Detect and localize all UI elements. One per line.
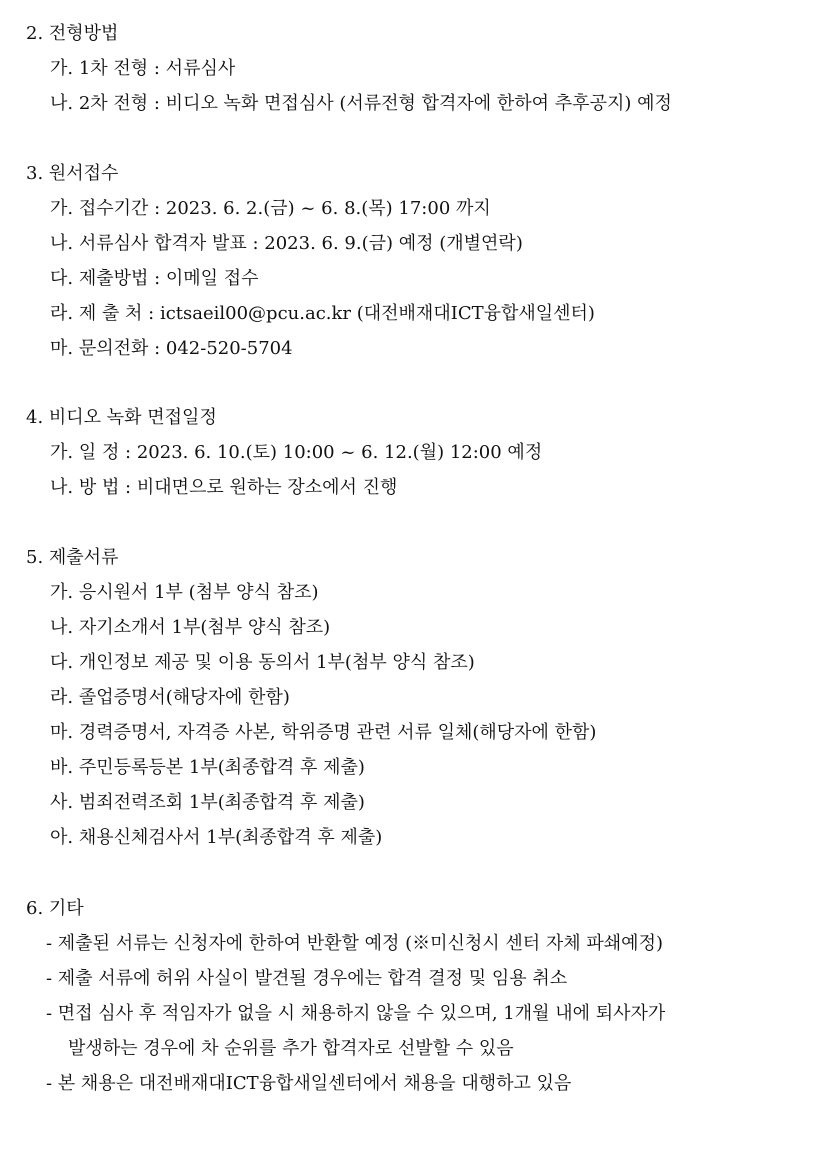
bullet-item: - 면접 심사 후 적임자가 없을 시 채용하지 않을 수 있으며, 1개월 내에 퇴사자가 [46, 1003, 666, 1024]
list-item: 나. 서류심사 합격자 발표 : 2023. 6. 9.(금) 예정 (개별연락) [50, 233, 523, 254]
list-item: 바. 주민등록등본 1부(최종합격 후 제출) [50, 757, 365, 778]
bullet-item: - 제출 서류에 허위 사실이 발견될 경우에는 합격 결정 및 임용 취소 [46, 968, 568, 989]
list-item: 라. 졸업증명서(해당자에 한함) [50, 687, 290, 708]
section-heading-interview-schedule: 4. 비디오 녹화 면접일정 [26, 407, 217, 428]
bullet-item: - 본 채용은 대전배재대ICT융합새일센터에서 채용을 대행하고 있음 [46, 1073, 572, 1094]
list-item: 마. 경력증명서, 자격증 사본, 학위증명 관련 서류 일체(해당자에 한함) [50, 722, 597, 743]
list-item: 아. 채용신체검사서 1부(최종합격 후 제출) [50, 827, 383, 848]
list-item: 나. 방 법 : 비대면으로 원하는 장소에서 진행 [50, 477, 398, 498]
list-item: 가. 일 정 : 2023. 6. 10.(토) 10:00 ~ 6. 12.(월) 12:00 예정 [50, 442, 543, 463]
list-item: 가. 응시원서 1부 (첨부 양식 참조) [50, 582, 319, 603]
list-item: 가. 접수기간 : 2023. 6. 2.(금) ~ 6. 8.(목) 17:00 까지 [50, 198, 491, 219]
list-item: 다. 개인정보 제공 및 이용 동의서 1부(첨부 양식 참조) [50, 652, 475, 673]
list-item: 나. 자기소개서 1부(첨부 양식 참조) [50, 617, 331, 638]
section-heading-application: 3. 원서접수 [26, 163, 119, 184]
bullet-item: - 제출된 서류는 신청자에 한하여 반환할 예정 (※미신청시 센터 자체 파쇄예정) [46, 933, 663, 954]
list-item: 라. 제 출 처 : ictsaeil00@pcu.ac.kr (대전배재대ICT융합새일센터) [50, 303, 595, 324]
section-heading-etc: 6. 기타 [26, 898, 84, 919]
list-item: 다. 제출방법 : 이메일 접수 [50, 268, 259, 289]
list-item: 나. 2차 전형 : 비디오 녹화 면접심사 (서류전형 합격자에 한하여 추후공지) 예정 [50, 93, 672, 114]
list-item: 사. 범죄전력조회 1부(최종합격 후 제출) [50, 792, 365, 813]
section-heading-documents: 5. 제출서류 [26, 547, 119, 568]
bullet-item-continuation: 발생하는 경우에 차 순위를 추가 합격자로 선발할 수 있음 [68, 1038, 514, 1059]
list-item: 마. 문의전화 : 042-520-5704 [50, 338, 293, 359]
section-heading-selection-method: 2. 전형방법 [26, 23, 119, 44]
list-item: 가. 1차 전형 : 서류심사 [50, 58, 236, 79]
